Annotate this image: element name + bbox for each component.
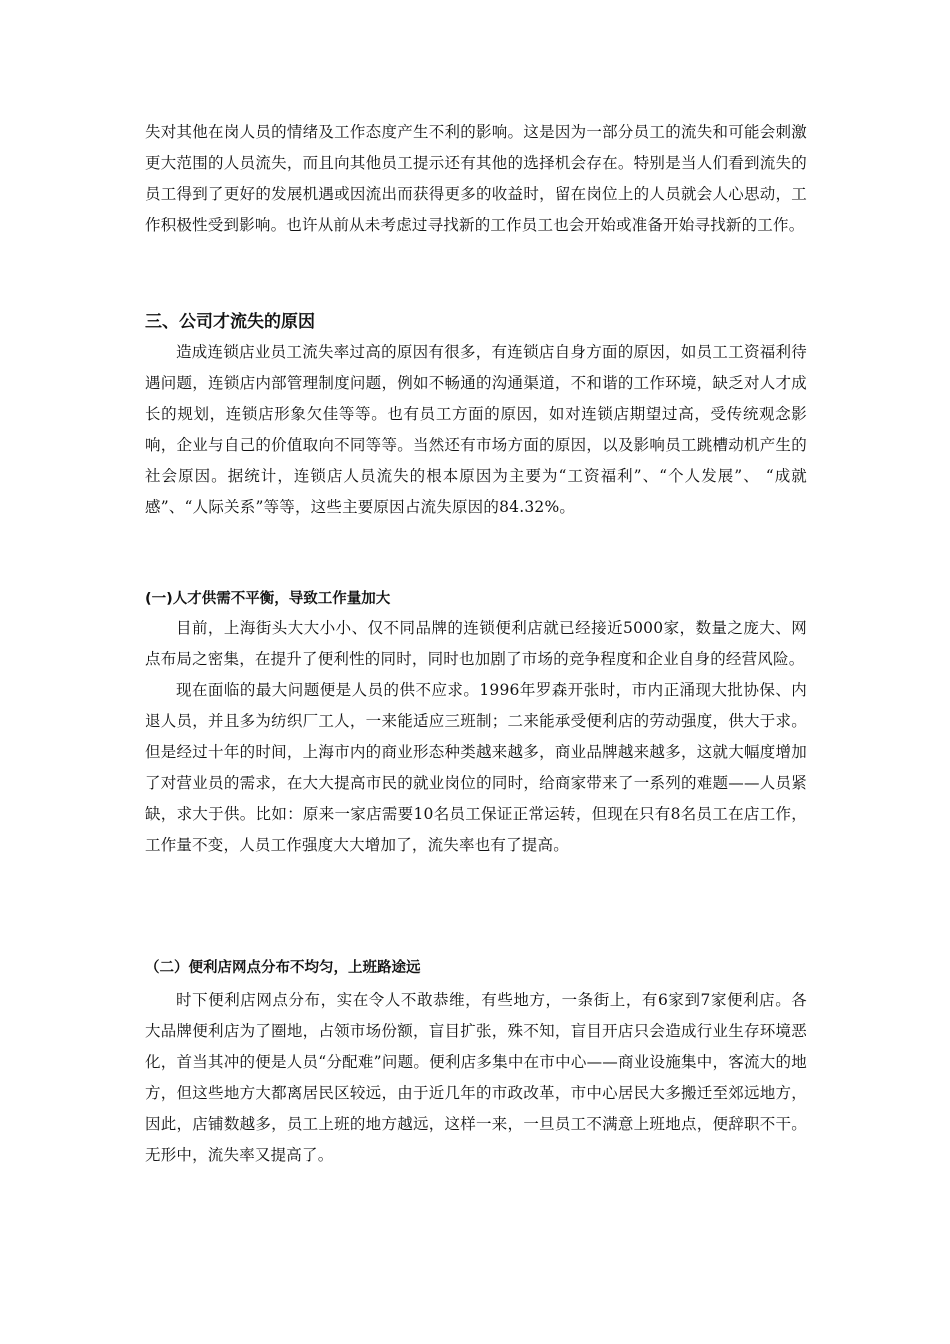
subsection-supply-demand-body [145, 613, 807, 861]
section-causes-body [145, 337, 807, 523]
intro-paragraph: 失对其他在岗人员的情绪及工作态度产生不利的影响。这是因为一部分员工的流失和可能会刺激更大范围的人员流失，而且向其他员工提示还有其他的选择机会存在。特别是当人们看到流失的员工得到了更好的发展机遇或因流出而获得更多的收益时，留在岗位上的人员就会人心思动，工作积极性受到影响。也许从前从未考虑过寻找新的工作员工也会开始或准备开始寻找新的工作。 [145, 123, 807, 234]
subsection-heading-distribution: （二）便利店网点分布不均匀，上班路途远 [145, 960, 421, 976]
causes-paragraph: 造成连锁店业员工流失率过高的原因有很多，有连锁店自身方面的原因，如员工工资福利待遇问题，连锁店内部管理制度问题，例如不畅通的沟通渠道，不和谐的工作环境，缺乏对人才成长的规划，连锁店形象欠佳等等。也有员工方面的原因，如对连锁店期望过高，受传统观念影响，企业与自己的价值取向不同等等。当然还有市场方面的原因，以及影响员工跳槽动机产生的社会原因。据统计，连锁店人员流失的根本原因为主要为“工资福利”、“个人发展”、 “成就感”、“人际关系”等等，这些主要原因占流失原因的84.32%。 [145, 343, 807, 516]
supply-demand-paragraph-2: 现在面临的最大问题便是人员的供不应求。1996年罗森开张时，市内正涌现大批协保、内退人员，并且多为纺织厂工人，一来能适应三班制；二来能承受便利店的劳动强度，供大于求。但是经过十年的时间，上海市内的商业形态种类越来越多，商业品牌越来越多，这就大幅度增加了对营业员的需求，在大大提高市民的就业岗位的同时，给商家带来了一系列的难题——人员紧缺，求大于供。比如：原来一家店需要10名员工保证正常运转，但现在只有8名员工在店工作，工作量不变，人员工作强度大大增加了，流失率也有了提高。 [145, 681, 807, 854]
subsection-heading-supply-demand: (一)人才供需不平衡，导致工作量加大 [145, 591, 391, 607]
section-heading-causes: 三、公司才流失的原因 [145, 312, 315, 332]
intro-section [145, 117, 807, 241]
supply-demand-paragraph-1: 目前，上海街头大大小小、仅不同品牌的连锁便利店就已经接近5000家，数量之庞大、网点布局之密集，在提升了便利性的同时，同时也加剧了市场的竞争程度和企业自身的经营风险。 [145, 619, 807, 668]
distribution-paragraph: 时下便利店网点分布，实在令人不敢恭维，有些地方，一条街上，有6家到7家便利店。各大品牌便利店为了圈地，占领市场份额，盲目扩张，殊不知，盲目开店只会造成行业生存环境恶化，首当其冲的便是人员“分配难”问题。便利店多集中在市中心——商业设施集中，客流大的地方，但这些地方大都离居民区较远，由于近几年的市政改革，市中心居民大多搬迁至郊远地方，因此，店铺数越多，员工上班的地方越远，这样一来，一旦员工不满意上班地点，便辞职不干。无形中，流失率又提高了。 [145, 991, 807, 1164]
subsection-distribution-body [145, 985, 807, 1171]
